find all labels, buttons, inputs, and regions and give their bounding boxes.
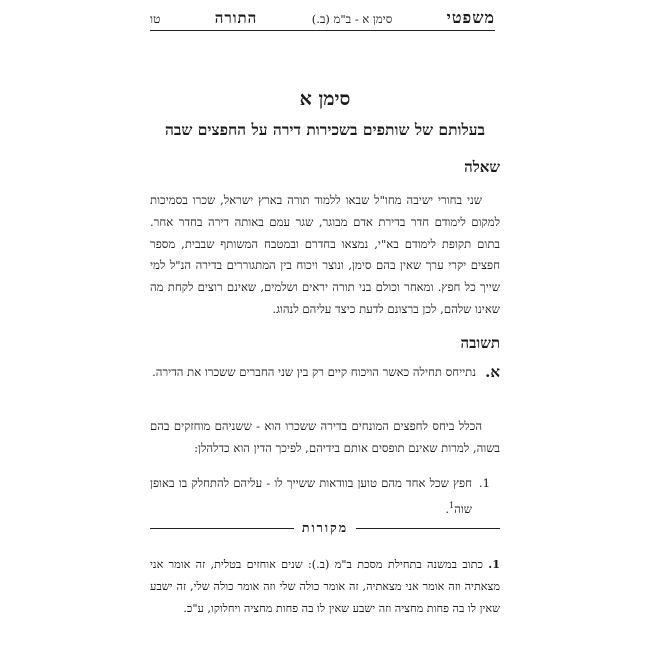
page-number: טו — [150, 12, 161, 26]
question-heading: שאלה — [464, 158, 500, 176]
running-head-section: סימן א - ב"מ (ב.) — [311, 12, 393, 26]
divider-line-left — [150, 528, 294, 529]
item-1-text: חפץ שכל אחד מהם טוען בוודאות ששייך לו - עליהם להתחלק בו באופן שוה — [150, 476, 472, 516]
sources-divider — [150, 518, 500, 538]
item-1-body: חפץ שכל אחד מהם טוען בוודאות ששייך לו - עליהם להתחלק בו באופן שוה$^1$. — [150, 476, 472, 516]
running-head-torah: התורה — [214, 9, 258, 27]
siman-title: סימן א — [299, 88, 351, 110]
answer-heading: תשובה — [460, 334, 500, 352]
question-paragraph: שני בחורי ישיבה מחו"ל שבאו ללמוד תורה בארץ ישראל, שכרו בסמיכות למקום לימודם חדר בדירת אדם מבוגר, שגר עמם באותה דירה בחדר אחר. בתום תקופת לימודם בא"י, נמצאו בחדרם ובמטבח המשותף שבבית, מספר חפצים יקרי ערך שאין בהם סימן, ונוצר ויכוח בין המתגוררים בדירה הנ"ל למי שייך כל חפץ. ומאחר וכולם בני תורה יראים ושלמים, שאינם רוצים לקחת מה שאינו שלהם, לכן ברצונם לדעת כיצד עליהם לנהוג. — [150, 193, 500, 316]
item-a-marker: א. — [485, 363, 500, 381]
running-head-book-title: משפטי — [446, 8, 495, 27]
divider-line-right — [356, 528, 500, 529]
running-head — [150, 8, 495, 31]
answer-item-a — [150, 362, 500, 384]
sources-footnote-marker: 1. — [488, 557, 500, 571]
answer-item-1 — [150, 473, 500, 520]
item-1-number: 1. — [478, 476, 490, 490]
sources-text: כתוב במשנה בתחילת מסכת ב"מ (ב.): שנים אוחזים בטלית, זה אומר אני מצאתיה וזה אומר אני מצאתיה, זה אומר כולה שלי וזה אומר כולה שלי, זה ישבע שאין לו בה פחות מחציה וזה ישבע שאין לו בה פחות מחציה ויחלוקו, ע"כ. — [150, 558, 500, 615]
sources-paragraph — [150, 553, 500, 620]
footnote-reference[interactable]: 1 — [449, 500, 455, 510]
main-title: בעלותם של שותפים בשכירות דירה על החפצים שבה — [164, 120, 486, 139]
item-a-text: נתייחס תחילה כאשר הויכוח קיים רק בין שני החברים ששכרו את הדירה. — [152, 365, 476, 379]
rule-paragraph: הכלל ביחס לחפצים המונחים בדירה ששכרו הוא - ששניהם מוחזקים בהם בשוה, למרות שאינם תופסים אותם בידיהם, לפיכך הדין הוא כדלהלן: — [150, 419, 500, 455]
sources-label: מקורות — [301, 520, 349, 535]
